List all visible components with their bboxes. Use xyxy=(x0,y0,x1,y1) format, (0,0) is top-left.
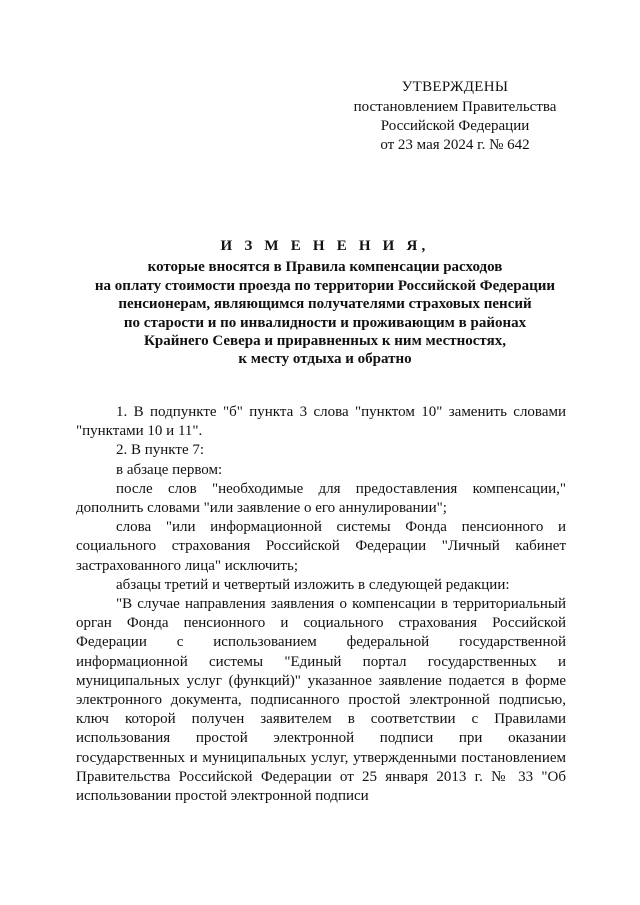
subtitle-line: пенсионерам, являющимся получателями страховых пенсий xyxy=(118,296,532,313)
body-paragraph: абзацы третий и четвертый изложить в следующей редакции: xyxy=(116,576,510,593)
subtitle-line: к месту отдыха и обратно xyxy=(238,351,412,368)
approval-line-decree: постановлением Правительства xyxy=(353,99,557,115)
approval-stamp xyxy=(340,78,570,155)
approval-line-country: Российской Федерации xyxy=(380,118,530,134)
approval-title: УТВЕРЖДЕНЫ xyxy=(401,79,509,95)
body-paragraph: "В случае направления заявления о компенсации в территориальный орган Фонда пенсионного и социального страхования Российской Федерации с использованием федеральной государственной информационной системы "Единый портал государственных и муниципальных услуг (функций)" указанное заявление подается в форме электронного документа, подписанного простой электронной подписью, ключ которой получен заявителем в соответствии с Правилами использования простой электронной подписи при оказании государственных и муниципальных услуг, утвержденными постановлением Правительства Российской Федерации от 25 января 2013 г. № 33 "Об использовании простой электронной подписи xyxy=(76,596,566,805)
body-paragraph: слова "или информационной системы Фонда пенсионного и социального страхования Российской Федерации "Личный кабинет застрахованного лица" исключить; xyxy=(76,519,566,574)
document-heading xyxy=(60,237,590,369)
document-title: И З М Е Н Е Н И Я, xyxy=(220,238,430,254)
subtitle-line: на оплату стоимости проезда по территории Российской Федерации xyxy=(94,277,556,294)
body-paragraph: в абзаце первом: xyxy=(116,461,223,478)
subtitle-line: которые вносятся в Правила компенсации расходов xyxy=(147,259,503,276)
body-paragraph: 2. В пункте 7: xyxy=(116,442,205,459)
body-paragraph: после слов "необходимые для предоставления компенсации," дополнить словами "или заявление о его аннулировании"; xyxy=(76,480,566,517)
approval-line-date: от 23 мая 2024 г. № 642 xyxy=(380,137,530,153)
subtitle-line: по старости и по инвалидности и проживающим в районах xyxy=(123,314,527,331)
document-body xyxy=(76,403,566,806)
body-paragraph: 1. В подпункте "б" пункта 3 слова "пунктом 10" заменить словами "пунктами 10 и 11". xyxy=(76,404,566,440)
subtitle-line: Крайнего Севера и приравненных к ним местностях, xyxy=(144,333,506,350)
